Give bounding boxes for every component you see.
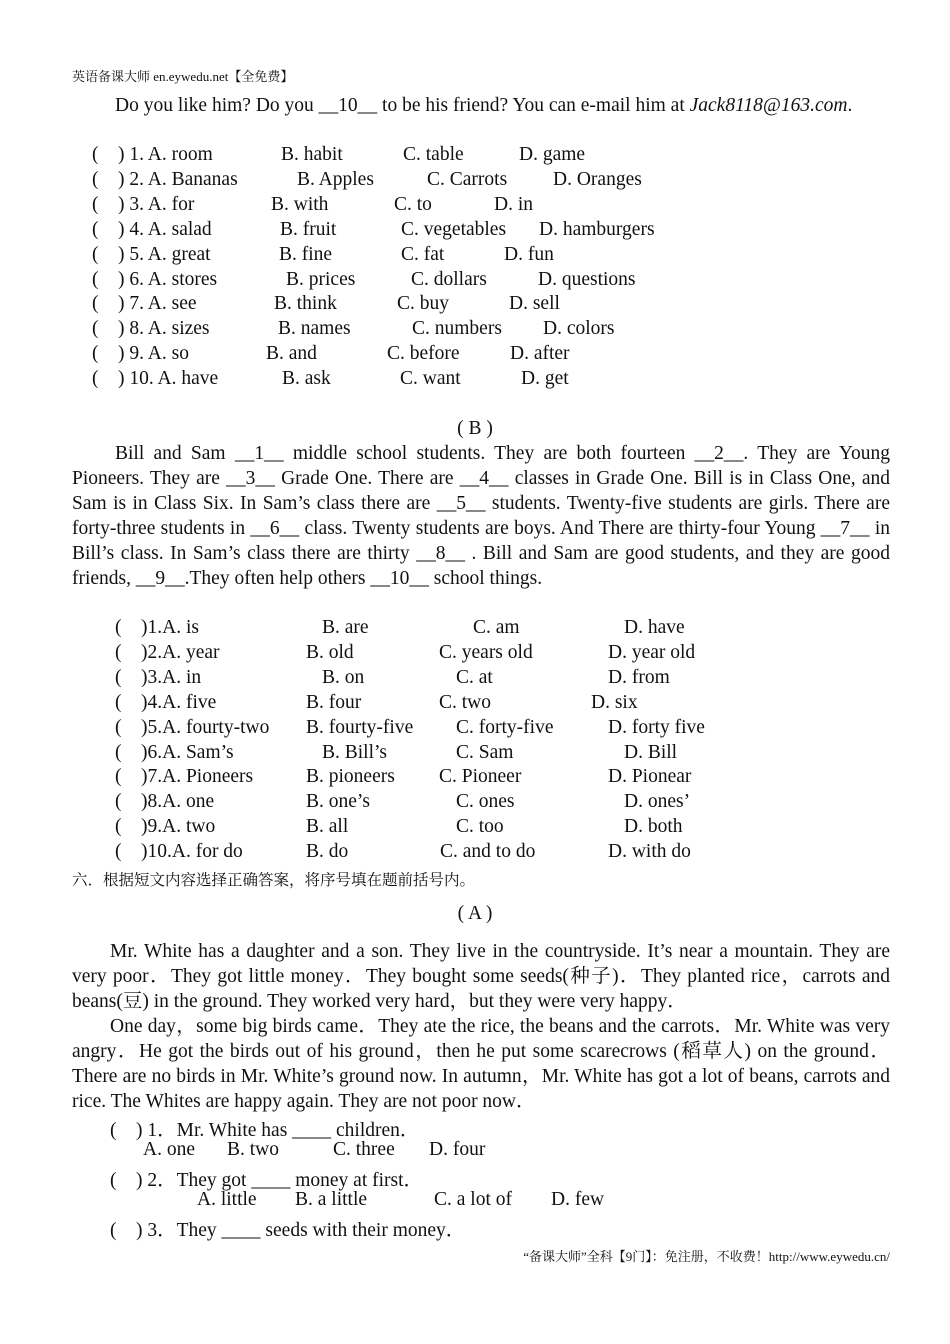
part2-option-d: D. with do [608,841,691,863]
part1-option-q: ( ) 10. A. have [92,368,219,390]
part2-option-b: B. pioneers [306,766,395,788]
part2-option-c: C. Sam [456,741,514,763]
part2-option-b: B. four [306,691,362,713]
part1-option-q: ( ) 8. A. sizes [92,318,210,340]
part2-option-b: B. Bill’s [322,741,388,763]
part1-option-b: B. think [274,293,337,315]
part1-question-row [0,343,950,368]
part1-option-d: D. colors [543,318,615,340]
part1-option-d: D. Oranges [553,168,642,190]
reading-question-1: ( ) 1．Mr. White has ____ children． [110,1120,420,1141]
part1-option-q: ( ) 5. A. great [92,243,211,265]
part1-question-row [0,219,950,244]
reading-question-2-options [0,1189,950,1214]
part1-option-b: B. fine [279,243,333,265]
rq1-option-a: A. one [143,1139,195,1160]
part2-option-d: D. year old [608,641,696,663]
part1-question-row [0,244,950,269]
reading-question-3: ( ) 3．They ____ seeds with their money． [110,1220,466,1241]
part2-question-row [0,692,950,717]
part2-option-b: B. do [306,841,349,863]
part2-option-q: ( )10.A. for do [115,841,243,863]
part1-option-b: B. prices [286,268,356,290]
rq2-option-c: C. a lot of [434,1189,512,1210]
part1-option-d: D. in [494,193,533,215]
part1-option-c: C. numbers [412,318,502,340]
part1-option-d: D. questions [538,268,636,290]
part2-option-q: ( )4.A. five [115,691,217,713]
part2-option-q: ( )2.A. year [115,641,220,663]
section6-title: 六．根据短文内容选择正确答案，将序号填在题前括号内。 [72,872,476,889]
reading-question-1-options [0,1139,950,1164]
part1-question-row [0,194,950,219]
part2-option-d: D. both [624,816,683,838]
part2-option-d: D. have [624,617,685,638]
part2-option-c: C. and to do [440,841,536,863]
part2-option-q: ( )5.A. fourty-two [115,716,270,738]
part2-option-d: D. forty five [608,716,705,738]
part2-option-b: B. fourty-five [306,716,414,738]
part1-option-c: C. table [403,144,464,165]
rq1-option-d: D. four [429,1139,486,1160]
part2-question-row [0,617,950,642]
part1-option-b: B. ask [282,368,331,390]
part2-option-d: D. from [608,666,670,688]
part1-question-row [0,144,950,169]
page-footer: “备课大师”全科【9门】：免注册，不收费！http://www.eywedu.cn/ [523,1249,890,1264]
part1-option-d: D. game [519,144,586,165]
rq1-option-c: C. three [333,1139,395,1160]
part1-option-q: ( ) 2. A. Bananas [92,168,238,190]
part2-option-c: C. Pioneer [439,766,522,788]
intro-text: Do you like him? Do you __10__ to be his friend? You can e-mail him at [115,95,690,116]
part1-question-row [0,318,950,343]
part1-option-c: C. vegetables [401,218,507,240]
part1-question-row [0,269,950,294]
part2-option-c: C. years old [439,641,533,663]
part-b-passage: Bill and Sam __1__ middle school students. They are both fourteen __2__. They are Young Pioneers. They are __3__ Grade One. There are __4__ classes in Grade One. Bill is in Class One, and Sam is in Class Six. In Sam’s class there are __5__ students. Twenty-five students are girls. There are forty-three students in __6__ class. Twenty students are boys. And There are thirty-four Young __7__ in Bill’s class. In Sam’s class there are thirty __8__ . Bill and Sam are good students, and they are good friends, __9__.They often help others __10__ school things. [72,443,890,589]
part2-question-row [0,642,950,667]
part1-option-q: ( ) 6. A. stores [92,268,218,290]
part2-option-q: ( )1.A. is [115,617,199,638]
part1-option-c: C. dollars [411,268,487,290]
part1-option-c: C. Carrots [427,168,508,190]
part1-question-row [0,169,950,194]
part2-option-b: B. are [322,617,369,638]
part2-option-q: ( )6.A. Sam’s [115,741,234,763]
part1-option-q: ( ) 4. A. salad [92,218,212,240]
part2-question-row [0,766,950,791]
part2-option-d: D. Bill [624,741,678,763]
reading-paragraph-2: One day，some big birds came．They ate the rice, the beans and the carrots．Mr. White was very angry．He got the birds out of his ground，then he put some scarecrows (稻草人) on the ground．There are no birds in Mr. White’s ground now. In autumn，Mr. White has got a lot of beans, carrots and rice. The Whites are happy again. They are not poor now． [72,1016,890,1112]
part2-option-q: ( )9.A. two [115,816,216,838]
part1-question-row [0,293,950,318]
rq1-option-b: B. two [227,1139,280,1160]
part2-question-row [0,791,950,816]
part2-question-row [0,742,950,767]
part2-option-c: C. forty-five [456,716,554,738]
reading-question-2: ( ) 2．They got ____ money at first． [110,1170,424,1191]
part1-question-row [0,368,950,393]
part2-option-c: C. am [473,617,520,638]
part1-option-b: B. and [266,343,317,365]
part2-option-b: B. all [306,816,349,838]
intro-email: Jack8118@163.com [689,95,848,116]
part1-option-d: D. get [521,368,569,390]
part1-option-d: D. sell [509,293,560,315]
part1-option-q: ( ) 7. A. see [92,293,197,315]
part2-question-row [0,841,950,866]
part2-question-row [0,816,950,841]
reading-paragraph-1: Mr. White has a daughter and a son. They live in the countryside. It’s near a mountain. They are very poor．They got little money．They bought some seeds(种子)．They planted rice，carrots and beans(豆) in the ground. They worked very hard，but they were very happy． [72,941,890,1012]
part2-option-c: C. too [456,816,504,838]
part1-option-b: B. with [271,193,329,215]
part2-option-d: D. Pionear [608,766,692,788]
part1-option-c: C. buy [397,293,450,315]
part1-option-c: C. want [400,368,461,390]
part2-question-row [0,667,950,692]
part2-option-q: ( )7.A. Pioneers [115,766,254,788]
part1-option-d: D. hamburgers [539,218,655,240]
rq2-option-d: D. few [551,1189,605,1210]
part2-question-row [0,717,950,742]
part1-option-q: ( ) 3. A. for [92,193,195,215]
part1-option-c: C. fat [401,243,445,265]
part2-option-c: C. ones [456,791,515,813]
part1-option-c: C. to [394,193,432,215]
part1-option-d: D. after [510,343,570,365]
rq2-option-a: A. little [197,1189,257,1210]
part1-option-b: B. Apples [297,168,374,190]
part2-option-q: ( )3.A. in [115,666,202,688]
part-b-title: ( B ) [457,418,493,439]
part1-option-c: C. before [387,343,460,365]
part1-option-d: D. fun [504,243,554,265]
rq2-option-b: B. a little [295,1189,368,1210]
part1-option-b: B. habit [281,144,343,165]
part1-option-b: B. names [278,318,351,340]
part2-option-q: ( )8.A. one [115,791,215,813]
part2-option-b: B. old [306,641,354,663]
part-a-title: ( A ) [457,903,493,924]
part1-option-b: B. fruit [280,218,337,240]
part2-option-c: C. two [439,691,492,713]
part2-option-c: C. at [456,666,493,688]
intro-paragraph [72,94,890,119]
part2-option-d: D. ones’ [624,791,691,813]
part2-option-b: B. one’s [306,791,370,813]
part1-option-q: ( ) 1. A. room [92,144,213,165]
intro-end: . [847,95,853,116]
part1-option-q: ( ) 9. A. so [92,343,189,365]
part2-option-d: D. six [591,691,638,713]
page-header: 英语备课大师 en.eywedu.net【全免费】 [72,69,294,84]
part2-option-b: B. on [322,666,365,688]
